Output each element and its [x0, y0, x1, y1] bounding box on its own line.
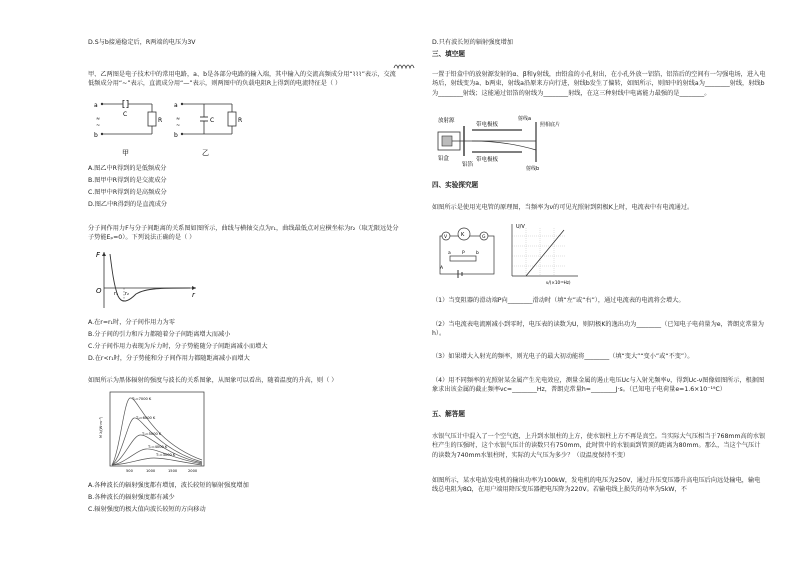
high-freq-symbol-icon: ⌇⌇⌇ — [352, 71, 362, 78]
svg-text:r₂: r₂ — [125, 291, 130, 297]
svg-text:甲: 甲 — [122, 149, 129, 157]
svg-text:带电极板: 带电极板 — [476, 157, 499, 163]
photo-sub-3: （3）如果增大入射光的频率，则光电子的最大初动能将________（填“变大”“变小”或“不变”）。 — [432, 353, 694, 360]
molecule-question-stem: 分子间作用力F与分子间距离的关系图如图所示，曲线与横轴交点为r₁，曲线最低点对应横坐标为r₂（取无限远处分子势能Eₚ=0）。下列说法正确的是（ ） — [88, 225, 399, 242]
svg-text:C: C — [210, 117, 215, 124]
radiation-deflection-figure — [436, 112, 561, 174]
svg-text:R: R — [238, 117, 243, 124]
section-answer-heading: 五、解答题 — [432, 410, 465, 418]
svg-text:~: ~ — [96, 123, 101, 129]
svg-text:O: O — [96, 287, 102, 295]
svg-text:ν/(×10¹⁴Hz): ν/(×10¹⁴Hz) — [546, 280, 571, 285]
svg-text:P: P — [462, 251, 465, 256]
svg-text:b: b — [476, 251, 479, 256]
svg-text:T₃=5000 K: T₃=5000 K — [142, 432, 162, 436]
high-freq-coil-icon — [394, 62, 418, 72]
force-distance-graph — [92, 250, 202, 312]
svg-text:≈: ≈ — [96, 116, 101, 122]
circuit-figure-yi — [172, 98, 242, 158]
svg-text:铝箔: 铝箔 — [462, 162, 474, 168]
svg-text:照相底片: 照相底片 — [540, 122, 561, 128]
prev-option-d: D.S与b接通稳定后，R两端的电压为3V — [88, 39, 196, 46]
photocell-circuit-figure — [434, 224, 500, 280]
svg-text:V: V — [444, 235, 448, 240]
svg-text:≈: ≈ — [176, 116, 181, 122]
svg-text:放射源: 放射源 — [438, 118, 455, 124]
molecule-option-b: B.分子间的引力和斥力都随着分子间距离增大而减小 — [88, 331, 231, 338]
svg-text:a: a — [174, 102, 178, 109]
radiation-question-stem: 如图所示为黑体辐射的强度与波长的关系图象，从图象可以看出，随着温度的升高，则（ ） — [88, 377, 338, 384]
section-experiment-heading: 四、实验探究题 — [432, 181, 479, 189]
svg-text:R: R — [158, 117, 163, 124]
svg-text:铅盒: 铅盒 — [438, 156, 450, 162]
circuit-figure-jia — [92, 98, 162, 158]
right-column — [432, 0, 766, 562]
radiation-option-a: A.各种波长的辐射强度都有增加，波长较短的辐射强度增加 — [88, 482, 249, 489]
svg-text:r₁: r₁ — [114, 291, 119, 297]
fill-question-stem: 一置于铅盒中的放射源发射的α、β和γ射线，由铅盒的小孔射出，在小孔外放一铝箔，铝箔后的空间有一匀强电场，进入电场后，射线变为a、b两束，射线a沿原来方向行进，射线b发生了偏转，如图所示，则图中的射线a为________射线，射线b为________射线；这能通过铝箔的射线为________射线，在这三种射线中电离能力最强的是________。 — [432, 71, 766, 97]
power-station-question: 如图所示，某水电站发电机的输出功率为100kW，发电机的电压为250V，通过升压变压器升高电压后向远处输电，输电线总电阻为8Ω，在用户端用降压变压器把电压降为220V。若输电线上损失的功率为5kW，不 — [432, 477, 761, 494]
radiation-option-c: C.辐射强度的极大值向波长较短的方向移动 — [88, 506, 206, 513]
svg-text:1000: 1000 — [146, 469, 156, 473]
svg-text:a: a — [94, 102, 98, 109]
svg-text:射线b: 射线b — [526, 166, 540, 172]
blackbody-radiation-graph — [96, 390, 208, 476]
circuit-question-stem: 甲、乙两图是电子技术中的常用电路，a、b是各部分电路的输入端，其中输入的交流高频成分用“⌇⌇⌇”表示，交流低频成分用“~”表示，直流成分用“—”表示，则两图中的负载电阻R上得到的电流特征是（ ） — [88, 71, 396, 88]
photo-question-stem: 如图所示是使用光电管的原理图，当频率为ν的可见光照射到阴极K上时，电流表中有电流通过。 — [432, 204, 694, 211]
svg-text:乙: 乙 — [202, 149, 209, 157]
section-fill-heading: 三、填空题 — [432, 50, 465, 58]
svg-text:T₂=4000 K: T₂=4000 K — [148, 445, 168, 449]
svg-text:C: C — [123, 111, 128, 118]
photo-sub-1: （1）当变阻器的滑动端P向________滑动时（填“左”或“右”），通过电流表的电流将会增大。 — [432, 297, 685, 304]
molecule-option-d: D.在r<r₁时，分子势能和分子间作用力都随距离减小而增大 — [88, 355, 250, 362]
svg-text:A: A — [440, 266, 444, 271]
svg-text:M λ/(W·m⁻³): M λ/(W·m⁻³) — [99, 416, 103, 438]
molecule-option-c: C.分子间作用力表现为斥力时，分子势能随分子间距离减小而增大 — [88, 343, 268, 350]
svg-text:射线a: 射线a — [518, 116, 532, 122]
svg-text:500: 500 — [126, 469, 133, 473]
svg-text:a: a — [448, 251, 451, 256]
circuit-option-d: D.图乙中R得到的是直流成分 — [88, 201, 168, 208]
barometer-question: 水银气压计中混入了一个空气泡，上升到水银柱的上方，使水银柱上方不再是真空。当实际大气压相当于768mm高的水银柱产生的压强时，这个水银气压计的读数只有750mm，此时管中的水银面到管顶的距离为80mm。那么，当这个气压计的读数为740mm水银柱时，实际的大气压为多少？（设温度保持不变） — [432, 433, 766, 459]
svg-text:b: b — [174, 132, 178, 139]
circuit-option-c: C.图甲中R得到的是高频成分 — [88, 189, 167, 196]
svg-text:带电极板: 带电极板 — [476, 122, 499, 128]
photo-sub-2: （2）当电流表电流刚减小到零时，电压表的读数为U，则阴极K的逸出功为________（已知电子电荷量为e，普朗克常量为h）。 — [432, 321, 764, 338]
svg-text:K: K — [461, 232, 465, 238]
circuit-option-a: A.图乙中R得到的是低频成分 — [88, 165, 167, 172]
left-column — [88, 0, 410, 562]
svg-text:T₁=3000 K: T₁=3000 K — [156, 453, 176, 457]
svg-text:2000: 2000 — [188, 469, 198, 473]
uc-frequency-graph — [506, 222, 580, 284]
svg-text:U/V: U/V — [516, 224, 525, 230]
svg-text:~: ~ — [176, 123, 181, 129]
svg-text:r: r — [192, 291, 195, 299]
radiation-option-b: B.各种波长的辐射强度都有减少 — [88, 494, 175, 501]
svg-text:1500: 1500 — [168, 469, 178, 473]
photo-sub-4: （4）用不同频率的光照射某金属产生光电效应，测量金属的遏止电压Uc与入射光频率ν，得到Uc-ν图像如图所示，根据图象求出该金属的截止频率νc=________Hz，普朗克常量h=________J·s。（已知电子电荷量e=1.6×10⁻¹⁹C） — [432, 377, 765, 394]
svg-text:T₅=7000 K: T₅=7000 K — [132, 397, 152, 401]
svg-text:G: G — [482, 235, 486, 240]
circuit-option-b: B.图甲中R得到的是交流成分 — [88, 177, 167, 184]
svg-text:F: F — [96, 251, 101, 259]
svg-text:T₄=6000 K: T₄=6000 K — [136, 416, 156, 420]
radiation-option-d: D.只有波长短的辐射强度增加 — [432, 39, 513, 46]
svg-text:b: b — [94, 132, 98, 139]
molecule-option-a: A.在r=r₁时，分子间作用力为零 — [88, 319, 175, 326]
